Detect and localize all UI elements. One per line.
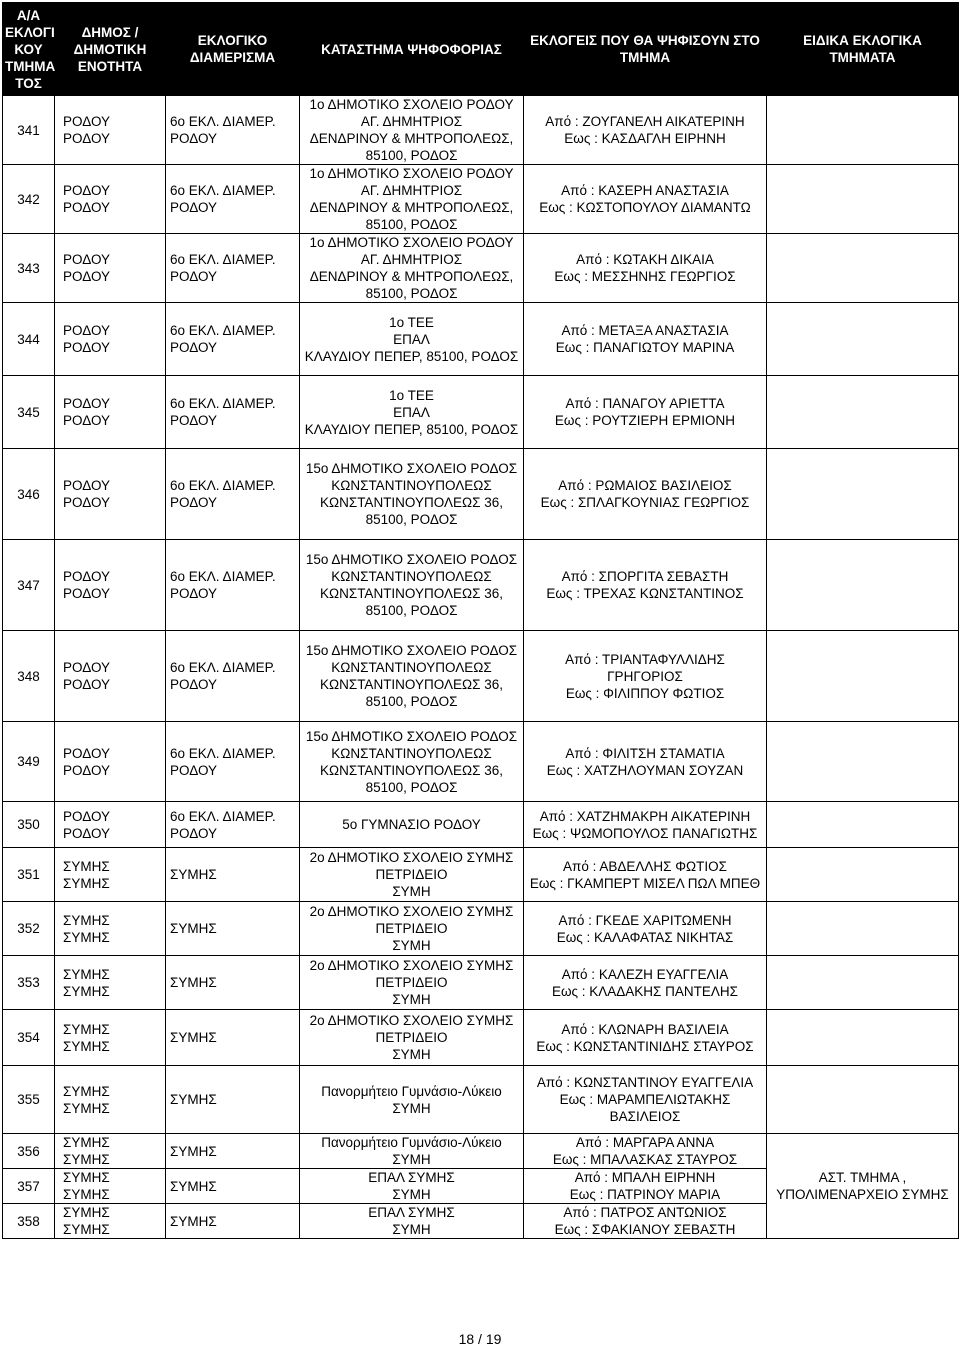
cell-municipality-line: ΣΥΜΗΣ	[63, 1187, 110, 1202]
header-special: ΕΙΔΙΚΑ ΕΚΛΟΓΙΚΑ ΤΜΗΜΑΤΑ	[767, 3, 959, 96]
cell-voters-line: ΓΡΗΓΟΡΙΟΣ	[607, 668, 683, 684]
cell-municipality-line: ΣΥΜΗΣ	[63, 1222, 110, 1237]
cell-venue	[300, 848, 524, 902]
cell-num: 342	[3, 165, 55, 234]
cell-venue-line: 85100, ΡΟΔΟΣ	[365, 512, 458, 527]
cell-venue	[300, 722, 524, 802]
cell-venue-line: 15ο ΔΗΜΟΤΙΚΟ ΣΧΟΛΕΙΟ ΡΟΔΟΣ	[305, 728, 518, 744]
cell-voters	[524, 96, 767, 165]
cell-venue-line: Πανορμήτειο Γυμνάσιο-Λύκειο	[321, 1135, 502, 1150]
cell-municipality-line: ΣΥΜΗΣ	[63, 929, 110, 945]
cell-num: 344	[3, 303, 55, 376]
cell-voters-line: Εως : ΦΙΛΙΠΠΟΥ ΦΩΤΙΟΣ	[565, 685, 725, 701]
cell-venue-line: ΚΛΑΥΔΙΟΥ ΠΕΠΕΡ, 85100, ΡΟΔΟΣ	[304, 421, 519, 437]
cell-special	[767, 902, 959, 956]
cell-district-line: ΣΥΜΗΣ	[170, 1030, 217, 1045]
table-row	[3, 540, 959, 631]
cell-municipality	[55, 376, 166, 449]
cell-num: 350	[3, 802, 55, 848]
cell-voters-line: Εως : ΚΑΣΔΑΓΛΗ ΕΙΡΗΝΗ	[564, 131, 726, 146]
cell-venue-line: ΕΠΑΛ	[393, 331, 430, 347]
cell-voters-line: Από : ΜΕΤΑΞΑ ΑΝΑΣΤΑΣΙΑ	[561, 323, 729, 338]
cell-num: 348	[3, 631, 55, 722]
cell-voters	[524, 165, 767, 234]
cell-venue-line: ΣΥΜΗ	[392, 1187, 431, 1202]
cell-venue-line: 1ο ΔΗΜΟΤΙΚΟ ΣΧΟΛΕΙΟ ΡΟΔΟΥ	[309, 166, 514, 181]
cell-venue-line: ΚΩΝΣΤΑΝΤΙΝΟΥΠΟΛΕΩΣ 36,	[320, 495, 503, 510]
cell-voters-line: Εως : ΡΟΥΤΖΙΕΡΗ ΕΡΜΙΟΝΗ	[554, 413, 736, 428]
cell-venue-line: ΕΠΑΛ ΣΥΜΗΣ	[368, 1170, 455, 1185]
cell-voters-line: Εως : ΜΑΡΑΜΠΕΛΙΩΤΑΚΗΣ	[559, 1092, 731, 1107]
table-row	[3, 1066, 959, 1134]
cell-venue-line: 2ο ΔΗΜΟΤΙΚΟ ΣΧΟΛΕΙΟ ΣΥΜΗΣ	[309, 850, 514, 865]
cell-special	[767, 1010, 959, 1066]
cell-venue-line: ΑΓ. ΔΗΜΗΤΡΙΟΣ	[360, 183, 463, 198]
cell-district-line: ΡΟΔΟΥ	[170, 586, 218, 601]
cell-venue	[300, 902, 524, 956]
cell-voters-line: Από : ΧΑΤΖΗΜΑΚΡΗ ΑΙΚΑΤΕΡΙΝΗ	[539, 808, 751, 824]
cell-municipality	[55, 631, 166, 722]
cell-venue-line: ΣΥΜΗ	[392, 938, 431, 953]
cell-special	[767, 802, 959, 848]
cell-special	[767, 848, 959, 902]
cell-special	[767, 449, 959, 540]
cell-venue-line: 2ο ΔΗΜΟΤΙΚΟ ΣΧΟΛΕΙΟ ΣΥΜΗΣ	[309, 1013, 514, 1028]
table-body	[3, 96, 959, 1239]
cell-venue-line: ΚΩΝΣΤΑΝΤΙΝΟΥΠΟΛΕΩΣ 36,	[320, 762, 503, 778]
cell-municipality-line: ΡΟΔΟΥ	[63, 745, 111, 761]
cell-venue-line: ΠΕΤΡΙΔΕΙΟ	[375, 1030, 448, 1045]
cell-district	[166, 848, 300, 902]
cell-district	[166, 234, 300, 303]
cell-venue	[300, 234, 524, 303]
cell-venue-line: ΣΥΜΗ	[392, 1152, 431, 1167]
cell-voters	[524, 540, 767, 631]
cell-municipality-line: ΣΥΜΗΣ	[63, 858, 110, 874]
cell-num: 354	[3, 1010, 55, 1066]
cell-district-line: ΣΥΜΗΣ	[170, 1092, 217, 1107]
cell-municipality	[55, 802, 166, 848]
cell-voters-line: Από : ΓΚΕΔΕ ΧΑΡΙΤΩΜΕΝΗ	[558, 912, 732, 928]
cell-municipality	[55, 303, 166, 376]
cell-special	[767, 1134, 959, 1239]
cell-district-line: ΣΥΜΗΣ	[170, 1143, 217, 1159]
cell-municipality	[55, 1134, 166, 1169]
cell-voters-line: Από : ΦΙΛΙΤΣΗ ΣΤΑΜΑΤΙΑ	[565, 745, 725, 761]
cell-special	[767, 722, 959, 802]
cell-venue	[300, 1134, 524, 1169]
cell-venue-line: ΕΠΑΛ ΣΥΜΗΣ	[368, 1205, 455, 1220]
cell-district-line: ΡΟΔΟΥ	[170, 269, 218, 284]
cell-voters	[524, 234, 767, 303]
cell-voters-line: Εως : ΜΕΣΣΗΝΗΣ ΓΕΩΡΓΙΟΣ	[554, 269, 736, 284]
cell-voters	[524, 1204, 767, 1239]
cell-venue-line: ΚΩΝΣΤΑΝΤΙΝΟΥΠΟΛΕΩΣ	[331, 569, 492, 584]
cell-venue-line: ΣΥΜΗ	[392, 992, 431, 1007]
cell-venue-line: ΣΥΜΗ	[392, 884, 431, 899]
cell-venue-line: 85100, ΡΟΔΟΣ	[365, 286, 458, 301]
cell-district	[166, 376, 300, 449]
cell-venue-line: ΚΛΑΥΔΙΟΥ ΠΕΠΕΡ, 85100, ΡΟΔΟΣ	[304, 348, 519, 364]
cell-district	[166, 1134, 300, 1169]
cell-municipality-line: ΡΟΔΟΥ	[63, 586, 111, 601]
cell-venue-line: 1ο ΔΗΜΟΤΙΚΟ ΣΧΟΛΕΙΟ ΡΟΔΟΥ	[309, 97, 514, 112]
cell-municipality	[55, 722, 166, 802]
cell-voters	[524, 902, 767, 956]
table-row	[3, 902, 959, 956]
cell-venue	[300, 165, 524, 234]
cell-venue-line: 85100, ΡΟΔΟΣ	[365, 779, 458, 795]
cell-venue	[300, 631, 524, 722]
cell-num: 357	[3, 1169, 55, 1204]
cell-venue-line: 2ο ΔΗΜΟΤΙΚΟ ΣΧΟΛΕΙΟ ΣΥΜΗΣ	[309, 904, 514, 919]
cell-voters-line: Από : ΡΩΜΑΙΟΣ ΒΑΣΙΛΕΙΟΣ	[558, 478, 732, 493]
cell-municipality-line: ΡΟΔΟΥ	[63, 660, 111, 675]
header-venue: ΚΑΤΑΣΤΗΜΑ ΨΗΦΟΦΟΡΙΑΣ	[300, 3, 524, 96]
cell-municipality-line: ΣΥΜΗΣ	[63, 1038, 110, 1054]
table-row	[3, 303, 959, 376]
table-row	[3, 722, 959, 802]
cell-num: 352	[3, 902, 55, 956]
cell-municipality-line: ΡΟΔΟΥ	[63, 825, 111, 841]
cell-venue-line: 15ο ΔΗΜΟΤΙΚΟ ΣΧΟΛΕΙΟ ΡΟΔΟΣ	[305, 552, 518, 567]
cell-voters-line: Από : ΖΟΥΓΑΝΕΛΗ ΑΙΚΑΤΕΡΙΝΗ	[545, 114, 745, 129]
cell-voters-line: Από : ΠΑΝΑΓΟΥ ΑΡΙΕΤΤΑ	[565, 396, 725, 411]
cell-venue	[300, 449, 524, 540]
cell-venue	[300, 96, 524, 165]
cell-district-line: 6ο ΕΚΛ. ΔΙΑΜΕΡ.	[170, 323, 276, 338]
cell-venue	[300, 303, 524, 376]
cell-special	[767, 303, 959, 376]
cell-num: 347	[3, 540, 55, 631]
cell-district-line: ΡΟΔΟΥ	[170, 413, 218, 428]
cell-district-line: ΡΟΔΟΥ	[170, 677, 218, 692]
cell-district-line: 6ο ΕΚΛ. ΔΙΑΜΕΡ.	[170, 808, 276, 824]
cell-district-line: 6ο ΕΚΛ. ΔΙΑΜΕΡ.	[170, 569, 276, 584]
cell-voters-line: Από : ΚΛΩΝΑΡΗ ΒΑΣΙΛΕΙΑ	[561, 1021, 729, 1037]
cell-venue	[300, 956, 524, 1010]
cell-municipality-line: ΡΟΔΟΥ	[63, 495, 111, 510]
cell-voters-line: Εως : ΤΡΕΧΑΣ ΚΩΝΣΤΑΝΤΙΝΟΣ	[546, 586, 744, 601]
cell-venue-line: ΕΠΑΛ	[393, 404, 430, 420]
cell-num: 345	[3, 376, 55, 449]
cell-municipality-line: ΣΥΜΗΣ	[63, 1152, 110, 1167]
cell-district-line: ΣΥΜΗΣ	[170, 867, 217, 882]
cell-venue-line: ΣΥΜΗ	[392, 1047, 431, 1062]
cell-district	[166, 303, 300, 376]
cell-voters-line: Εως : ΠΑΝΑΓΙΩΤΟΥ ΜΑΡΙΝΑ	[555, 340, 735, 355]
cell-voters-line: Από : ΚΑΣΕΡΗ ΑΝΑΣΤΑΣΙΑ	[561, 183, 729, 198]
cell-venue-line: ΠΕΤΡΙΔΕΙΟ	[375, 975, 448, 990]
cell-venue	[300, 1010, 524, 1066]
cell-venue-line: 15ο ΔΗΜΟΤΙΚΟ ΣΧΟΛΕΙΟ ΡΟΔΟΣ	[305, 643, 518, 658]
cell-venue-line: ΔΕΝΔΡΙΝΟΥ & ΜΗΤΡΟΠΟΛΕΩΣ,	[309, 269, 514, 284]
cell-municipality-line: ΡΟΔΟΥ	[63, 131, 111, 146]
cell-num: 355	[3, 1066, 55, 1134]
cell-municipality-line: ΣΥΜΗΣ	[63, 966, 110, 982]
cell-venue-line: 1ο ΤΕΕ	[389, 314, 434, 330]
table-row	[3, 631, 959, 722]
cell-voters-line: Εως : ΣΦΑΚΙΑΝΟΥ ΣΕΒΑΣΤΗ	[554, 1222, 736, 1237]
cell-voters	[524, 376, 767, 449]
cell-district	[166, 1010, 300, 1066]
cell-district-line: ΣΥΜΗΣ	[170, 921, 217, 936]
cell-voters	[524, 802, 767, 848]
cell-district-line: 6ο ΕΚΛ. ΔΙΑΜΕΡ.	[170, 745, 276, 761]
cell-voters	[524, 1169, 767, 1204]
cell-voters-line: Από : ΚΩΤΑΚΗ ΔΙΚΑΙΑ	[576, 252, 714, 267]
table-row	[3, 1010, 959, 1066]
cell-venue-line: 5ο ΓΥΜΝΑΣΙΟ ΡΟΔΟΥ	[342, 817, 481, 832]
cell-venue-line: 1ο ΔΗΜΟΤΙΚΟ ΣΧΟΛΕΙΟ ΡΟΔΟΥ	[309, 235, 514, 250]
cell-venue-line: ΑΓ. ΔΗΜΗΤΡΙΟΣ	[360, 114, 463, 129]
cell-voters	[524, 1010, 767, 1066]
cell-municipality	[55, 540, 166, 631]
cell-num: 353	[3, 956, 55, 1010]
page-number: 18 / 19	[458, 1331, 502, 1347]
header-district: ΕΚΛΟΓΙΚΟ ΔΙΑΜΕΡΙΣΜΑ	[166, 3, 300, 96]
cell-venue-line: 85100, ΡΟΔΟΣ	[365, 694, 458, 709]
cell-municipality-line: ΣΥΜΗΣ	[63, 1170, 110, 1185]
cell-voters-line: Από : ΚΩΝΣΤΑΝΤΙΝΟΥ ΕΥΑΓΓΕΛΙΑ	[536, 1075, 754, 1090]
cell-district	[166, 722, 300, 802]
cell-municipality	[55, 848, 166, 902]
table-row	[3, 165, 959, 234]
cell-municipality-line: ΣΥΜΗΣ	[63, 1021, 110, 1037]
cell-venue-line: ΑΓ. ΔΗΜΗΤΡΙΟΣ	[360, 252, 463, 267]
cell-voters	[524, 303, 767, 376]
cell-venue-line: 15ο ΔΗΜΟΤΙΚΟ ΣΧΟΛΕΙΟ ΡΟΔΟΣ	[305, 461, 518, 476]
cell-voters-line: Από : ΤΡΙΑΝΤΑΦΥΛΛΙΔΗΣ	[565, 651, 725, 667]
cell-municipality-line: ΣΥΜΗΣ	[63, 983, 110, 999]
cell-district	[166, 1204, 300, 1239]
cell-num: 358	[3, 1204, 55, 1239]
cell-municipality	[55, 234, 166, 303]
cell-district	[166, 165, 300, 234]
cell-municipality-line: ΣΥΜΗΣ	[63, 1205, 110, 1220]
cell-num: 356	[3, 1134, 55, 1169]
cell-special	[767, 631, 959, 722]
cell-municipality	[55, 449, 166, 540]
cell-special	[767, 540, 959, 631]
table-row	[3, 376, 959, 449]
cell-municipality-line: ΡΟΔΟΥ	[63, 183, 111, 198]
cell-voters-line: Εως : ΓΚΑΜΠΕΡΤ ΜΙΣΕΛ ΠΩΛ ΜΠΕΘ	[529, 875, 761, 891]
cell-municipality	[55, 1204, 166, 1239]
table-row	[3, 1134, 959, 1169]
table-row	[3, 234, 959, 303]
table-row	[3, 848, 959, 902]
cell-municipality-line: ΣΥΜΗΣ	[63, 1100, 110, 1116]
cell-voters-line: Από : ΜΠΑΛΗ ΕΙΡΗΝΗ	[574, 1170, 716, 1185]
cell-venue-line: ΣΥΜΗ	[392, 1100, 431, 1116]
cell-voters-line: Εως : ΣΠΛΑΓΚΟΥΝΙΑΣ ΓΕΩΡΓΙΟΣ	[540, 495, 750, 510]
cell-district	[166, 631, 300, 722]
cell-municipality-line: ΡΟΔΟΥ	[63, 677, 111, 692]
cell-municipality-line: ΡΟΔΟΥ	[63, 114, 111, 129]
polling-stations-table	[2, 2, 959, 1239]
cell-venue-line: ΔΕΝΔΡΙΝΟΥ & ΜΗΤΡΟΠΟΛΕΩΣ,	[309, 200, 514, 215]
cell-municipality-line: ΡΟΔΟΥ	[63, 762, 111, 778]
cell-num: 343	[3, 234, 55, 303]
cell-special	[767, 96, 959, 165]
cell-venue	[300, 1204, 524, 1239]
cell-municipality	[55, 902, 166, 956]
cell-num: 349	[3, 722, 55, 802]
cell-municipality	[55, 1010, 166, 1066]
cell-venue-line: ΚΩΝΣΤΑΝΤΙΝΟΥΠΟΛΕΩΣ 36,	[320, 677, 503, 692]
cell-municipality-line: ΣΥΜΗΣ	[63, 875, 110, 891]
cell-district-line: ΡΟΔΟΥ	[170, 131, 218, 146]
cell-voters-line: Εως : ΧΑΤΖΗΛΟΥΜΑΝ ΣΟΥΖΑΝ	[546, 762, 744, 778]
cell-voters-line: Εως : ΠΑΤΡΙΝΟΥ ΜΑΡΙΑ	[569, 1187, 721, 1202]
cell-municipality	[55, 96, 166, 165]
cell-venue	[300, 376, 524, 449]
cell-voters	[524, 449, 767, 540]
cell-district-line: 6ο ΕΚΛ. ΔΙΑΜΕΡ.	[170, 396, 276, 411]
cell-district-line: ΡΟΔΟΥ	[170, 200, 218, 215]
cell-venue-line: 1ο ΤΕΕ	[389, 387, 434, 403]
cell-district-line: 6ο ΕΚΛ. ΔΙΑΜΕΡ.	[170, 660, 276, 675]
cell-voters-line: Εως : ΚΑΛΑΦΑΤΑΣ ΝΙΚΗΤΑΣ	[556, 929, 734, 945]
cell-venue-line: ΚΩΝΣΤΑΝΤΙΝΟΥΠΟΛΕΩΣ	[331, 745, 492, 761]
cell-district	[166, 1066, 300, 1134]
cell-voters	[524, 848, 767, 902]
cell-municipality-line: ΡΟΔΟΥ	[63, 808, 111, 824]
cell-venue-line: ΠΕΤΡΙΔΕΙΟ	[375, 921, 448, 936]
cell-voters	[524, 722, 767, 802]
cell-district-line: ΡΟΔΟΥ	[170, 762, 218, 778]
cell-municipality	[55, 1169, 166, 1204]
cell-venue-line: ΚΩΝΣΤΑΝΤΙΝΟΥΠΟΛΕΩΣ	[331, 660, 492, 675]
cell-district	[166, 902, 300, 956]
cell-venue	[300, 540, 524, 631]
cell-district	[166, 956, 300, 1010]
cell-voters	[524, 1134, 767, 1169]
cell-district-line: ΣΥΜΗΣ	[170, 1213, 217, 1229]
cell-voters-line: Εως : ΚΩΝΣΤΑΝΤΙΝΙΔΗΣ ΣΤΑΥΡΟΣ	[536, 1038, 754, 1054]
cell-special	[767, 234, 959, 303]
cell-municipality-line: ΡΟΔΟΥ	[63, 252, 111, 267]
cell-municipality	[55, 956, 166, 1010]
cell-special	[767, 165, 959, 234]
cell-venue-line: 85100, ΡΟΔΟΣ	[365, 603, 458, 618]
cell-municipality-line: ΣΥΜΗΣ	[63, 1083, 110, 1099]
table-row	[3, 96, 959, 165]
cell-special	[767, 1066, 959, 1134]
cell-venue-line: 85100, ΡΟΔΟΣ	[365, 217, 458, 232]
cell-municipality	[55, 165, 166, 234]
cell-municipality-line: ΡΟΔΟΥ	[63, 478, 111, 493]
cell-venue-line: 85100, ΡΟΔΟΣ	[365, 148, 458, 163]
cell-municipality	[55, 1066, 166, 1134]
cell-municipality-line: ΡΟΔΟΥ	[63, 200, 111, 215]
cell-district	[166, 1169, 300, 1204]
cell-voters-line: Από : ΑΒΔΕΛΛΗΣ ΦΩΤΙΟΣ	[563, 858, 727, 874]
header-voters: ΕΚΛΟΓΕΙΣ ΠΟΥ ΘΑ ΨΗΦΙΣΟΥΝ ΣΤΟ ΤΜΗΜΑ	[524, 3, 767, 96]
header-num: Α/Α ΕΚΛΟΓΙ ΚΟΥ ΤΜΗΜΑ ΤΟΣ	[3, 3, 55, 96]
cell-voters	[524, 956, 767, 1010]
cell-voters-line: Από : ΠΑΤΡΟΣ ΑΝΤΩΝΙΟΣ	[563, 1205, 727, 1220]
cell-district-line: ΣΥΜΗΣ	[170, 1178, 217, 1194]
cell-municipality-line: ΡΟΔΟΥ	[63, 340, 111, 355]
cell-municipality-line: ΡΟΔΟΥ	[63, 396, 111, 411]
cell-venue-line: Πανορμήτειο Γυμνάσιο-Λύκειο	[321, 1083, 502, 1099]
cell-num: 346	[3, 449, 55, 540]
cell-district-line: ΣΥΜΗΣ	[170, 975, 217, 990]
cell-municipality-line: ΡΟΔΟΥ	[63, 413, 111, 428]
cell-district	[166, 449, 300, 540]
cell-voters-line: Από : ΣΠΟΡΓΙΤΑ ΣΕΒΑΣΤΗ	[561, 569, 729, 584]
cell-venue	[300, 1169, 524, 1204]
cell-venue-line: ΔΕΝΔΡΙΝΟΥ & ΜΗΤΡΟΠΟΛΕΩΣ,	[309, 131, 514, 146]
cell-district-line: 6ο ΕΚΛ. ΔΙΑΜΕΡ.	[170, 183, 276, 198]
cell-district-line: ΡΟΔΟΥ	[170, 495, 218, 510]
cell-venue-line: ΠΕΤΡΙΔΕΙΟ	[375, 867, 448, 882]
cell-voters	[524, 1066, 767, 1134]
table-row	[3, 802, 959, 848]
cell-venue-line: ΣΥΜΗ	[392, 1222, 431, 1237]
cell-district-line: 6ο ΕΚΛ. ΔΙΑΜΕΡ.	[170, 252, 276, 267]
cell-district-line: 6ο ΕΚΛ. ΔΙΑΜΕΡ.	[170, 114, 276, 129]
cell-special-line: ΥΠΟΛΙΜΕΝΑΡΧΕΙΟ ΣΥΜΗΣ	[776, 1187, 949, 1202]
table-row	[3, 956, 959, 1010]
cell-venue-line: 2ο ΔΗΜΟΤΙΚΟ ΣΧΟΛΕΙΟ ΣΥΜΗΣ	[309, 958, 514, 973]
cell-special	[767, 956, 959, 1010]
cell-num: 351	[3, 848, 55, 902]
cell-district	[166, 802, 300, 848]
table-row	[3, 449, 959, 540]
cell-district	[166, 96, 300, 165]
cell-voters-line: ΒΑΣΙΛΕΙΟΣ	[609, 1109, 681, 1124]
header-municipality: ΔΗΜΟΣ / ΔΗΜΟΤΙΚΗ ΕΝΟΤΗΤΑ	[55, 3, 166, 96]
cell-voters-line: Εως : ΜΠΑΛΑΣΚΑΣ ΣΤΑΥΡΟΣ	[552, 1152, 738, 1167]
cell-municipality-line: ΣΥΜΗΣ	[63, 912, 110, 928]
cell-special	[767, 376, 959, 449]
cell-district-line: 6ο ΕΚΛ. ΔΙΑΜΕΡ.	[170, 478, 276, 493]
cell-municipality-line: ΡΟΔΟΥ	[63, 269, 111, 284]
cell-venue	[300, 1066, 524, 1134]
cell-venue-line: ΚΩΝΣΤΑΝΤΙΝΟΥΠΟΛΕΩΣ	[331, 478, 492, 493]
header-row	[3, 3, 959, 96]
cell-venue	[300, 802, 524, 848]
cell-district-line: ΡΟΔΟΥ	[170, 825, 218, 841]
cell-voters-line: Από : ΜΑΡΓΑΡΑ ΑΝΝΑ	[575, 1135, 715, 1150]
cell-municipality-line: ΣΥΜΗΣ	[63, 1135, 110, 1150]
cell-voters-line: Εως : ΨΩΜΟΠΟΥΛΟΣ ΠΑΝΑΓΙΩΤΗΣ	[532, 825, 758, 841]
cell-voters	[524, 631, 767, 722]
cell-voters-line: Εως : ΚΩΣΤΟΠΟΥΛΟΥ ΔΙΑΜΑΝΤΩ	[539, 200, 751, 215]
cell-municipality-line: ΡΟΔΟΥ	[63, 323, 111, 338]
cell-voters-line: Εως : ΚΛΑΔΑΚΗΣ ΠΑΝΤΕΛΗΣ	[551, 983, 739, 999]
cell-num: 341	[3, 96, 55, 165]
cell-district	[166, 540, 300, 631]
cell-venue-line: ΚΩΝΣΤΑΝΤΙΝΟΥΠΟΛΕΩΣ 36,	[320, 586, 503, 601]
cell-special-line: ΑΣΤ. ΤΜΗΜΑ ,	[818, 1170, 907, 1185]
cell-voters-line: Από : ΚΑΛΕΖΗ ΕΥΑΓΓΕΛΙΑ	[561, 966, 729, 982]
cell-district-line: ΡΟΔΟΥ	[170, 340, 218, 355]
cell-municipality-line: ΡΟΔΟΥ	[63, 569, 111, 584]
